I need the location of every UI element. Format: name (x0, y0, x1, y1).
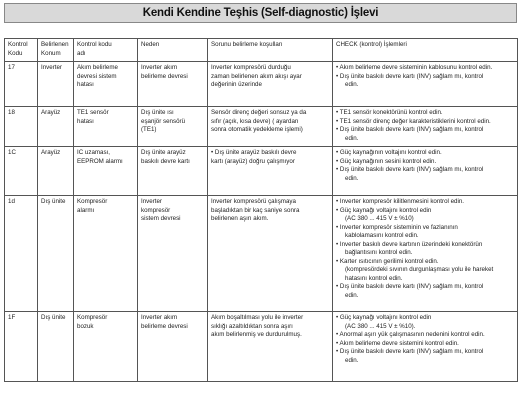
cell-location (38, 147, 74, 196)
check-step: (AC 380 ... 415 V ± %10) (345, 215, 414, 223)
cell-code (5, 107, 38, 147)
cell-location-text: Dış ünite (41, 198, 66, 205)
cell-check (333, 312, 518, 382)
diagnostic-table (4, 38, 518, 382)
cell-name-line: hatası (77, 81, 94, 89)
check-step: • Anormal aşırı yük çalışmasının nedenini kontrol edin. (336, 331, 485, 339)
cell-condition-line: Akım boşaltılması yolu ile inverter (211, 314, 304, 321)
header-text: Belirlenen (41, 41, 69, 48)
cell-cause (138, 196, 208, 312)
check-step: • Dış ünite baskılı devre kartı (INV) sağlam mı, kontrol (336, 348, 484, 356)
cell-check (333, 62, 518, 107)
cell-cause-line: baskılı devre kartı (141, 157, 190, 165)
cell-condition-line: sıklığı azaltıldıktan sonra aşırı (211, 322, 293, 330)
header-code (5, 39, 38, 62)
cell-name-line: hatası (77, 117, 94, 125)
cell-condition-line: başladıktan bir kaç saniye sonra (211, 206, 300, 214)
header-location (38, 39, 74, 62)
cell-condition-line: değerinin üzerinde (211, 81, 262, 89)
cell-name-line: IC uzaması, (77, 149, 111, 156)
header-text: Kodu (8, 49, 23, 57)
cell-condition-line: Inverter kompresörü çalışmaya (211, 198, 296, 205)
cell-name (74, 196, 138, 312)
cell-condition-line: belirlenen aşırı akım. (211, 215, 269, 223)
cell-cause (138, 62, 208, 107)
header-text: Neden (141, 41, 160, 48)
cell-condition (208, 196, 333, 312)
cell-cause-line: Inverter (141, 198, 162, 205)
check-step: • Güç kaynağının sesini kontrol edin. (336, 157, 437, 165)
cell-cause-line: Dış ünite arayüz (141, 149, 186, 156)
cell-location (38, 107, 74, 147)
check-step: • Akım belirleme devre sisteminin kablosunu kontrol edin. (336, 64, 493, 71)
cell-condition (208, 147, 333, 196)
cell-condition-line: sıfır (açık, kısa devre) ( ayardan (211, 117, 299, 125)
cell-name-line: Akım belirleme (77, 64, 118, 71)
check-step: edin. (345, 81, 359, 89)
page-title: Kendi Kendine Teşhis (Self-diagnostic) İşlevi (142, 7, 379, 19)
table-row (5, 196, 518, 312)
cell-cause-line: kompresör (141, 206, 171, 214)
check-step: • Dış ünite baskılı devre kartı (INV) sağlam mı, kontrol (336, 126, 484, 134)
header-name (74, 39, 138, 62)
cell-code (5, 147, 38, 196)
cell-condition (208, 107, 333, 147)
table-row (5, 62, 518, 107)
cell-cause-line: belirleme devresi (141, 322, 188, 330)
cell-location-text: Dış ünite (41, 314, 66, 321)
header-text: Sorunu belirleme koşulları (211, 41, 283, 48)
check-step: (kompresördeki sıvının durgunlaşması yolu ile hareket (345, 266, 494, 274)
check-step: • Inverter baskılı devre kartının üzerindeki konektörün (336, 240, 483, 248)
check-step: edin. (345, 356, 359, 364)
cell-code (5, 196, 38, 312)
table-row (5, 147, 518, 196)
table-header-row (5, 39, 518, 62)
cell-name (74, 107, 138, 147)
cell-condition-line: akım belirlenmiş ve durdurulmuş. (211, 331, 302, 339)
check-step: • Dış ünite baskılı devre kartı (INV) sağlam mı, kontrol (336, 72, 484, 80)
cell-code-text: 1d (8, 198, 15, 205)
cell-location (38, 312, 74, 382)
check-step: edin. (345, 292, 359, 300)
check-step: • Karter ısıtıcının gerilimi kontrol edin. (336, 257, 439, 265)
cell-name-line: Kompresör (77, 314, 108, 321)
check-step: • Akım belirleme devre sistemini kontrol edin. (336, 339, 459, 347)
header-text: Konum (41, 49, 61, 57)
table-row (5, 312, 518, 382)
cell-check (333, 107, 518, 147)
cell-condition-line: Inverter kompresörü durduğu (211, 64, 291, 71)
cell-location-text: Arayüz (41, 109, 61, 116)
cell-cause (138, 312, 208, 382)
header-text: CHECK (kontrol) İşlemleri (336, 41, 407, 48)
check-step: • Güç kaynağı voltajını kontrol edin (336, 314, 432, 321)
header-cause (138, 39, 208, 62)
cell-name-line: devresi sistem (77, 72, 117, 80)
check-step: • Inverter kompresör kilitlenmesini kontrol edin. (336, 198, 465, 205)
cell-code-text: 17 (8, 64, 15, 71)
cell-code-text: 1C (8, 149, 16, 156)
header-text: adı (77, 49, 86, 57)
cell-cause-line: belirleme devresi (141, 72, 188, 80)
header-check (333, 39, 518, 62)
cell-check (333, 196, 518, 312)
header-text: Kontrol kodu (77, 41, 112, 48)
cell-name-line: Kompresör (77, 198, 108, 205)
check-step: hatasını kontrol edin. (345, 274, 403, 282)
cell-condition (208, 312, 333, 382)
check-step: edin. (345, 174, 359, 182)
cell-location (38, 62, 74, 107)
cell-check (333, 147, 518, 196)
cell-name-line: EEPROM alarmı (77, 157, 123, 165)
cell-cause (138, 147, 208, 196)
check-step: kablolamasını kontrol edin. (345, 232, 419, 240)
cell-name (74, 147, 138, 196)
header-condition (208, 39, 333, 62)
check-step: • Inverter kompresör sisteminin ve fazlanının (336, 223, 458, 231)
header-text: Kontrol (8, 41, 28, 48)
cell-cause-line: Dış ünite ısı (141, 109, 174, 116)
cell-code-text: 18 (8, 109, 15, 116)
cell-cause-line: sistem devresi (141, 215, 181, 223)
cell-code (5, 312, 38, 382)
check-step: • Dış ünite baskılı devre kartı (INV) sağlam mı, kontrol (336, 283, 484, 291)
table-row (5, 107, 518, 147)
cell-name-line: bozuk (77, 322, 94, 330)
cell-cause-line: Inverter akım (141, 314, 178, 321)
cell-code-text: 1F (8, 314, 16, 321)
cell-name (74, 62, 138, 107)
cell-name-line: alarmı (77, 206, 95, 214)
cell-condition-line: kartı (arayüz) doğru çalışmıyor (211, 157, 295, 165)
cell-code (5, 62, 38, 107)
check-step: • TE1 sensör direnç değer karakteristiklerini kontrol edin. (336, 117, 491, 125)
cell-name-line: TE1 sensör (77, 109, 109, 116)
cell-location-text: Arayüz (41, 149, 61, 156)
check-step: • TE1 sensör konektörünü kontrol edin. (336, 109, 443, 116)
cell-cause-line: (TE1) (141, 126, 157, 134)
check-step: • Güç kaynağı voltajını kontrol edin (336, 206, 432, 214)
cell-condition-line: zaman belirlenen akım akışı ayar (211, 72, 302, 80)
cell-cause-line: Inverter akım (141, 64, 178, 71)
check-step: • Dış ünite baskılı devre kartı (INV) sağlam mı, kontrol (336, 166, 484, 174)
cell-condition-line: sonra otomatik yedekleme işlemi) (211, 126, 303, 134)
cell-condition-line: • Dış ünite arayüz baskılı devre (211, 149, 297, 156)
check-step: bağlantısını kontrol edin. (345, 249, 413, 257)
cell-location-text: Inverter (41, 64, 62, 71)
table-body (5, 62, 518, 382)
cell-cause-line: eşanjör sensörü (141, 117, 186, 125)
check-step: • Güç kaynağının voltajını kontrol edin. (336, 149, 442, 156)
cell-location (38, 196, 74, 312)
cell-cause (138, 107, 208, 147)
check-step: edin. (345, 134, 359, 142)
check-step: (AC 380 ... 415 V ± %10). (345, 322, 416, 330)
cell-condition-line: Sensör direnç değeri sonsuz ya da (211, 109, 307, 116)
cell-name (74, 312, 138, 382)
cell-condition (208, 62, 333, 107)
page-title-bar (4, 3, 517, 23)
